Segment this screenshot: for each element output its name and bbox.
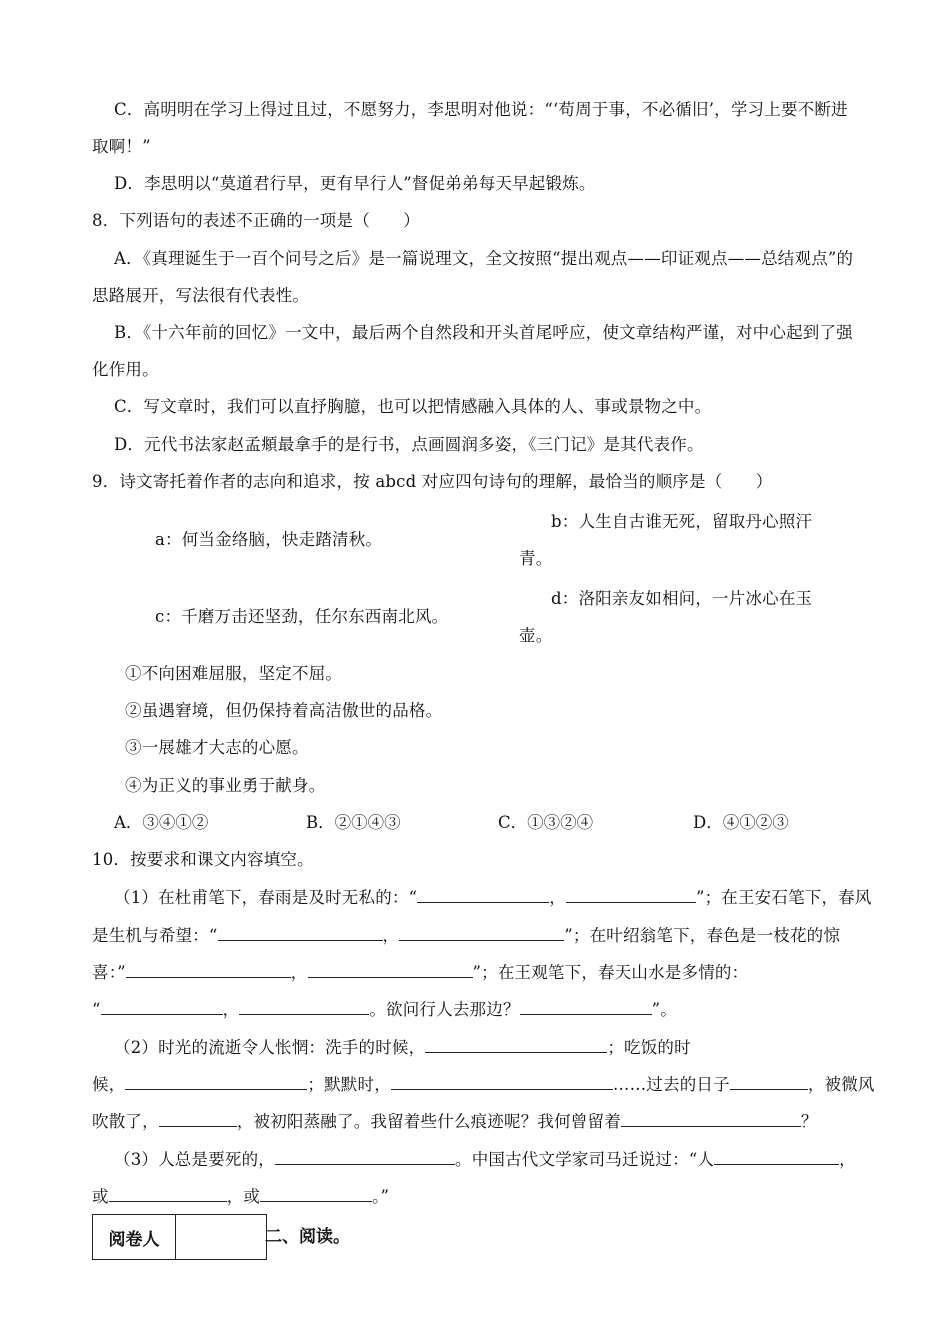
q9-choice-c[interactable]: C．①③②④ [498,813,594,832]
q10-text: ……过去的日子 [612,1075,730,1094]
fill-blank[interactable] [308,961,473,978]
fill-blank[interactable] [714,1148,839,1165]
q10-text: ？ [800,1112,818,1131]
q10-text: ”；在王观笔下，春天山水是多情的： [472,963,749,982]
q9-item-2: ②虽遇窘境，但仍保持着高洁傲世的品格。 [125,701,443,720]
section-title: 二、阅读。 [265,1227,350,1247]
q8-stem: 8．下列语句的表述不正确的一项是（ ） [92,211,420,230]
fill-blank[interactable] [399,924,564,941]
fill-blank[interactable] [239,998,369,1015]
q10-part1-line1 [114,886,872,909]
q10-part3-line2 [92,1185,389,1208]
fill-blank[interactable] [520,998,652,1015]
q10-part2-line2 [92,1073,875,1096]
fill-blank[interactable] [566,886,696,903]
fill-blank[interactable] [621,1110,801,1127]
q9-choice-a[interactable]: A．③④①② [114,813,209,832]
q10-text: ，被微风 [807,1075,875,1094]
fill-blank[interactable] [391,1073,613,1090]
q10-text: 候， [92,1075,126,1094]
q10-text: 。” [372,1187,390,1206]
q9-poem-a: a：何当金络脑，快走踏清秋。 [155,530,383,549]
q10-text: 喜：” [92,963,126,982]
q9-item-1: ①不向困难屈服，坚定不屈。 [125,664,343,683]
q10-text: 吹散了， [92,1112,159,1131]
q9-item-3: ③一展雄才大志的心愿。 [125,738,309,757]
q9-poem-c: c：千磨万击还坚劲，任尔东西南北风。 [155,607,449,626]
q10-part2-line1 [114,1036,691,1059]
q10-text: 或 [92,1187,109,1206]
q10-text: ， [290,963,308,982]
fill-blank[interactable] [417,886,549,903]
q10-text: 是生机与希望：“ [92,926,218,945]
q10-text: （3）人总是要死的， [114,1150,275,1169]
q8-option-b-line1: B．《十六年前的回忆》一文中，最后两个自然段和开头首尾呼应，使文章结构严谨，对中心起到了强 [114,323,853,342]
q10-text: ；吃饭的时 [607,1038,691,1057]
fill-blank[interactable] [260,1185,372,1202]
q10-text: ”；在王安石笔下，春风 [695,888,872,907]
q10-text: ， [549,888,566,907]
q9-choice-d[interactable]: D．④①②③ [693,813,789,832]
q10-part3-line1 [114,1148,856,1171]
fill-blank[interactable] [218,924,383,941]
q10-part1-line2 [92,924,840,947]
q9-poem-d-line2: 壶。 [519,626,553,645]
q10-text: （1）在杜甫笔下，春雨是及时无私的：“ [114,888,418,907]
fill-blank[interactable] [109,1185,227,1202]
q10-text: ”；在叶绍翁笔下，春色是一枝花的惊 [564,926,841,945]
q8-option-c: C．写文章时，我们可以直抒胸臆，也可以把情感融入具体的人、事或景物之中。 [114,397,712,416]
q8-option-b-line2: 化作用。 [92,360,159,379]
q10-part1-line4 [92,998,677,1021]
q10-text: 。欲问行人去那边？ [369,1000,520,1019]
fill-blank[interactable] [159,1110,237,1127]
q10-text: ，或 [226,1187,261,1206]
q7-option-c-line1: C．高明明在学习上得过且过，不愿努力，李思明对他说：“‘苟周于事，不必循旧’，学习上要不断进 [114,100,848,119]
q9-poem-b-line2: 青。 [519,549,553,568]
fill-blank[interactable] [126,961,291,978]
fill-blank[interactable] [275,1148,455,1165]
q9-item-4: ④为正义的事业勇于献身。 [125,776,326,795]
q10-text: ， [839,1150,856,1169]
fill-blank[interactable] [101,998,223,1015]
q10-part2-line3 [92,1110,818,1133]
q8-option-a-line1: A．《真理诞生于一百个问号之后》是一篇说理文，全文按照“提出观点——印证观点——总结观点”的 [114,249,854,268]
fill-blank[interactable] [125,1073,307,1090]
q9-poem-b-line1: b：人生自古谁无死，留取丹心照汗 [551,512,813,531]
q9-choice-b[interactable]: B．②①④③ [306,813,401,832]
grader-label: 阅卷人 [93,1215,176,1260]
q10-part1-line3 [92,961,748,984]
q10-text: ， [382,926,400,945]
grader-score-cell[interactable] [176,1215,267,1260]
fill-blank[interactable] [425,1036,607,1053]
q10-text: ；默默时， [307,1075,391,1094]
q8-option-a-line2: 思路展开，写法很有代表性。 [92,286,310,305]
q10-text: ，被初阳蒸融了。我留着些什么痕迹呢？我何曾留着 [236,1112,621,1131]
q10-text: 。中国古代文学家司马迁说过：“人 [455,1150,715,1169]
q10-stem: 10．按要求和课文内容填空。 [92,850,314,869]
q7-option-d: D．李思明以“莫道君行早，更有早行人”督促弟弟每天早起锻炼。 [114,174,596,193]
q10-text: “ [92,1000,101,1019]
q7-option-c-line2: 取啊！” [92,137,151,156]
grader-box [92,1214,267,1260]
q9-stem: 9．诗文寄托着作者的志向和追求，按 abcd 对应四句诗句的理解，最恰当的顺序是（ ） [92,472,773,491]
q10-text: （2）时光的流逝令人怅惘：洗手的时候， [114,1038,426,1057]
q10-text: ”。 [651,1000,677,1019]
q8-option-d: D．元代书法家赵孟頫最拿手的是行书，点画圆润多姿，《三门记》是其代表作。 [114,435,704,454]
fill-blank[interactable] [730,1073,808,1090]
q10-text: ， [222,1000,240,1019]
q9-poem-d-line1: d：洛阳亲友如相问，一片冰心在玉 [551,589,813,608]
